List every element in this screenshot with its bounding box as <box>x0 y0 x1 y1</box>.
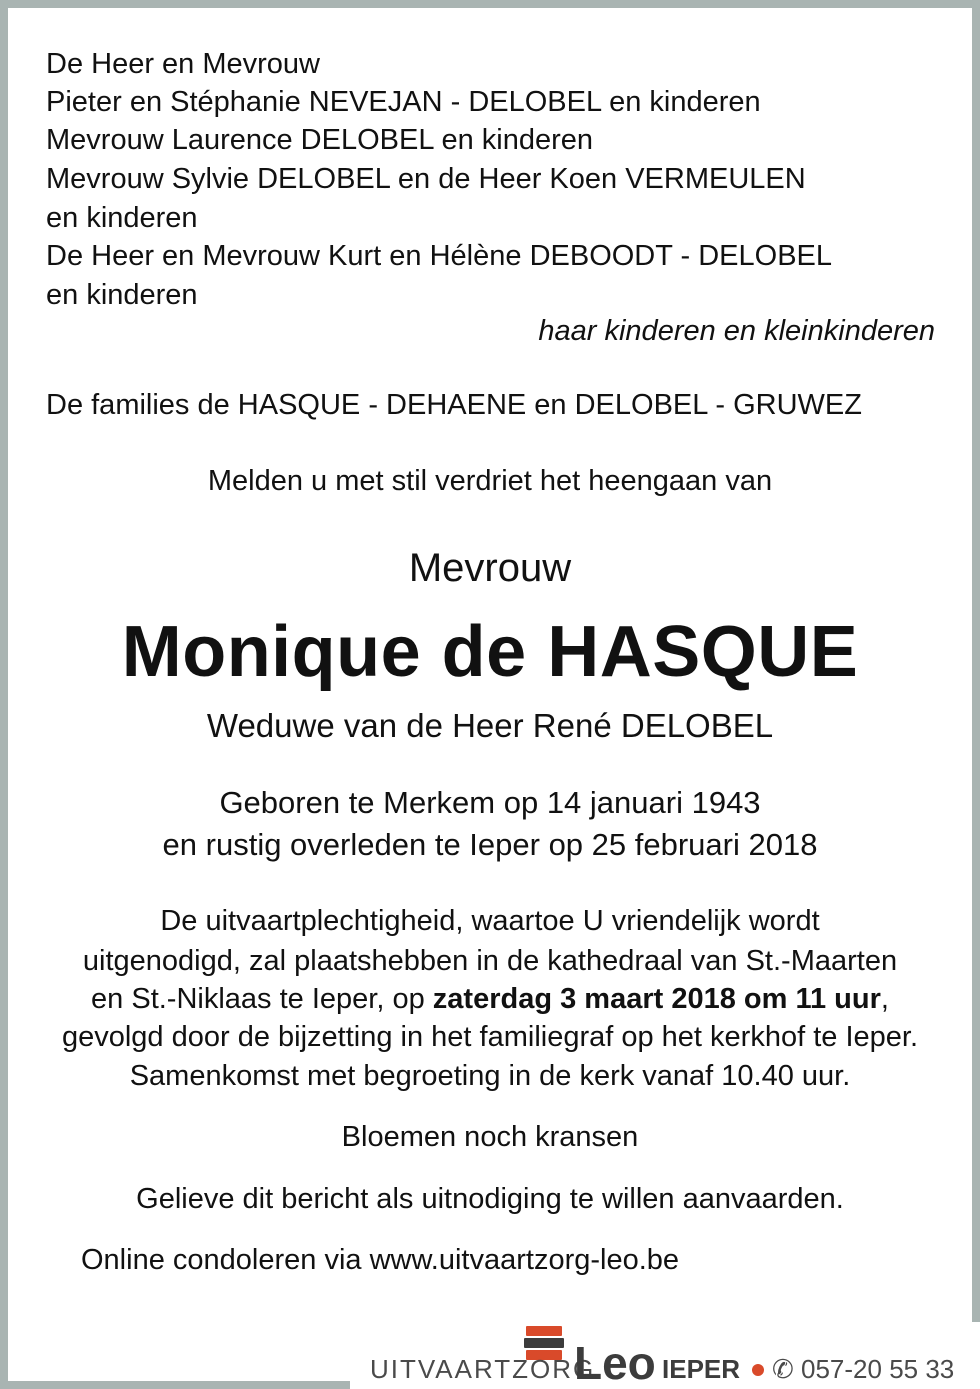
family-line: Mevrouw Laurence DELOBEL en kinderen <box>46 124 594 156</box>
deceased-name: Monique de HASQUE <box>121 612 859 692</box>
funeral-home-footer <box>352 1322 980 1389</box>
family-line: en kinderen <box>46 202 198 234</box>
brand-name: Leo <box>574 1337 656 1389</box>
logo-bar-icon <box>524 1338 564 1348</box>
ceremony-date: zaterdag 3 maart 2018 om 11 uur <box>432 983 881 1015</box>
page-border-bottom <box>0 1318 350 1389</box>
invitation-note: Gelieve dit bericht als uitnodiging te willen aanvaarden. <box>136 1183 844 1215</box>
relation-label: haar kinderen en kleinkinderen <box>538 315 935 347</box>
ceremony-line: gevolgd door de bijzetting in het familiegraf op het kerkhof te Ieper. <box>61 1021 919 1053</box>
ceremony-line-date <box>0 983 980 1016</box>
family-line: De Heer en Mevrouw Kurt en Hélène DEBOODT - DELOBEL <box>46 240 833 272</box>
flowers-note: Bloemen noch kransen <box>341 1121 639 1153</box>
ceremony-line: uitgenodigd, zal plaatshebben in de kathedraal van St.-Maarten <box>82 945 898 977</box>
deceased-title: Mevrouw <box>408 546 572 590</box>
brand-city: IEPER <box>662 1354 741 1384</box>
announcement: Melden u met stil verdriet het heengaan van <box>207 465 773 497</box>
birth-line: Geboren te Merkem op 14 januari 1943 <box>219 785 761 820</box>
extended-families: De families de HASQUE - DEHAENE en DELOBEL - GRUWEZ <box>46 389 862 421</box>
ceremony-line: De uitvaartplechtigheid, waartoe U vriendelijk wordt <box>160 905 820 937</box>
family-line: Mevrouw Sylvie DELOBEL en de Heer Koen VERMEULEN <box>46 163 806 195</box>
family-line: en kinderen <box>46 279 198 311</box>
brand-prefix: UITVAARTZORG <box>370 1354 596 1384</box>
widow-of: Weduwe van de Heer René DELOBEL <box>206 707 774 744</box>
logo-bar-icon <box>526 1326 562 1336</box>
death-line: en rustig overleden te Ieper op 25 februari 2018 <box>162 827 818 862</box>
phone-number[interactable]: ✆ 057-20 55 33 <box>772 1354 955 1384</box>
ceremony-line: Samenkomst met begroeting in de kerk vanaf 10.40 uur. <box>129 1060 851 1092</box>
ceremony-text: en St.-Niklaas te Ieper, op <box>91 983 433 1015</box>
bullet-dot-icon <box>752 1364 764 1376</box>
family-line: Pieter en Stéphanie NEVEJAN - DELOBEL en kinderen <box>46 86 761 118</box>
family-line: De Heer en Mevrouw <box>46 48 320 80</box>
condolences-link[interactable]: Online condoleren via www.uitvaartzorg-leo.be <box>81 1244 680 1276</box>
ceremony-text: , <box>880 983 889 1015</box>
